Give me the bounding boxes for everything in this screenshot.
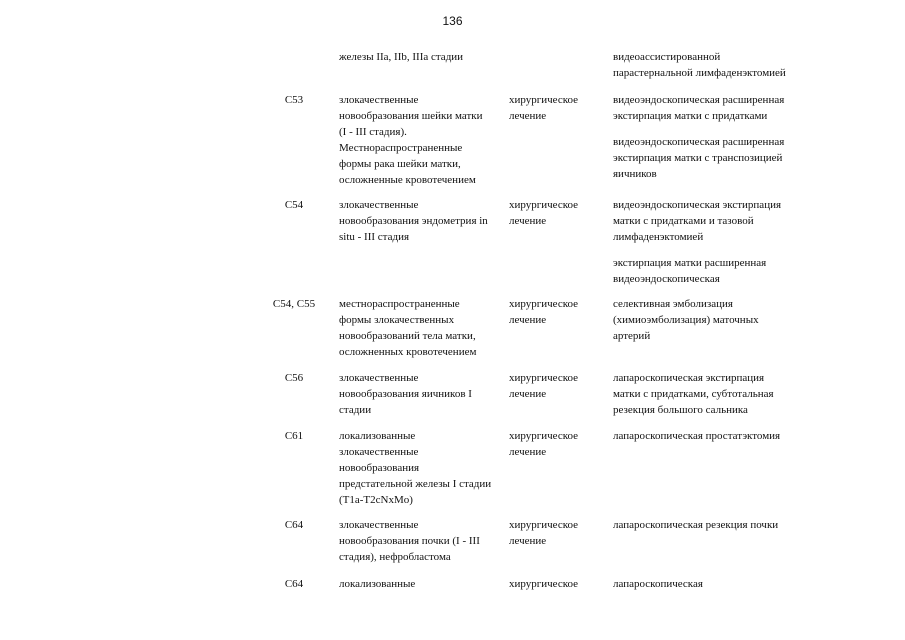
method-cell: лапароскопическая резекция почки xyxy=(613,519,779,531)
diagnosis-cell: злокачественные новообразования почки (I - III стадия), нефробластома xyxy=(339,519,480,563)
method-cell: лапароскопическая простатэктомия xyxy=(613,430,781,442)
treatment-cell: хирургическое лечение xyxy=(509,519,579,547)
treatment-cell: хирургическое лечение xyxy=(509,94,579,122)
code-cell: C64 xyxy=(284,578,304,590)
method-cell: лапароскопическая xyxy=(613,578,703,590)
code-cell: C54 xyxy=(284,199,304,211)
method-cell: видеоассистированной парастернальной лимфаденэктомией xyxy=(613,51,786,79)
method-cell: лапароскопическая экстирпация матки с придатками, субтотальная резекция большого сальника xyxy=(613,372,774,416)
code-cell: C61 xyxy=(284,430,304,442)
treatment-cell: хирургическое лечение xyxy=(509,199,579,227)
diagnosis-cell: локализованные xyxy=(339,578,416,590)
treatment-cell: хирургическое лечение xyxy=(509,430,579,458)
diagnosis-cell: злокачественные новообразования яичников I стадии xyxy=(339,372,472,416)
method-cell: видеоэндоскопическая экстирпация матки с придатками и тазовой лимфаденэктомией xyxy=(613,199,782,243)
method-cell: видеоэндоскопическая расширенная экстирпация матки с придатками xyxy=(613,94,785,122)
treatment-cell: хирургическое лечение xyxy=(509,372,579,400)
diagnosis-cell: локализованные злокачественные новообразования предстательной железы I стадии (T1a-T2cNxMo) xyxy=(339,430,492,506)
method-cell: видеоэндоскопическая расширенная экстирпация матки с транспозицией яичников xyxy=(613,136,785,180)
code-cell: C53 xyxy=(284,94,304,106)
method-cell: селективная эмболизация (химиоэмболизация) маточных артерий xyxy=(613,298,759,342)
diagnosis-cell: злокачественные новообразования эндометрия in situ - III стадия xyxy=(339,199,488,243)
diagnosis-cell: местнораспространенные формы злокачественных новообразований тела матки, осложненных кровотечением xyxy=(339,298,477,358)
treatment-cell: хирургическое лечение xyxy=(509,298,579,326)
code-cell: C56 xyxy=(284,372,304,384)
code-cell: C54, C55 xyxy=(272,298,316,310)
diagnosis-cell: железы IIa, IIb, IIIa стадии xyxy=(339,51,464,63)
page-number: 136 xyxy=(442,14,463,28)
code-cell: C64 xyxy=(284,519,304,531)
method-cell: экстирпация матки расширенная видеоэндоскопическая xyxy=(613,257,767,285)
diagnosis-cell: злокачественные новообразования шейки матки (I - III стадия). Местнораспространенные формы рака шейки матки, осложненные кровотечением xyxy=(339,94,483,186)
treatment-cell: хирургическое xyxy=(509,578,579,590)
